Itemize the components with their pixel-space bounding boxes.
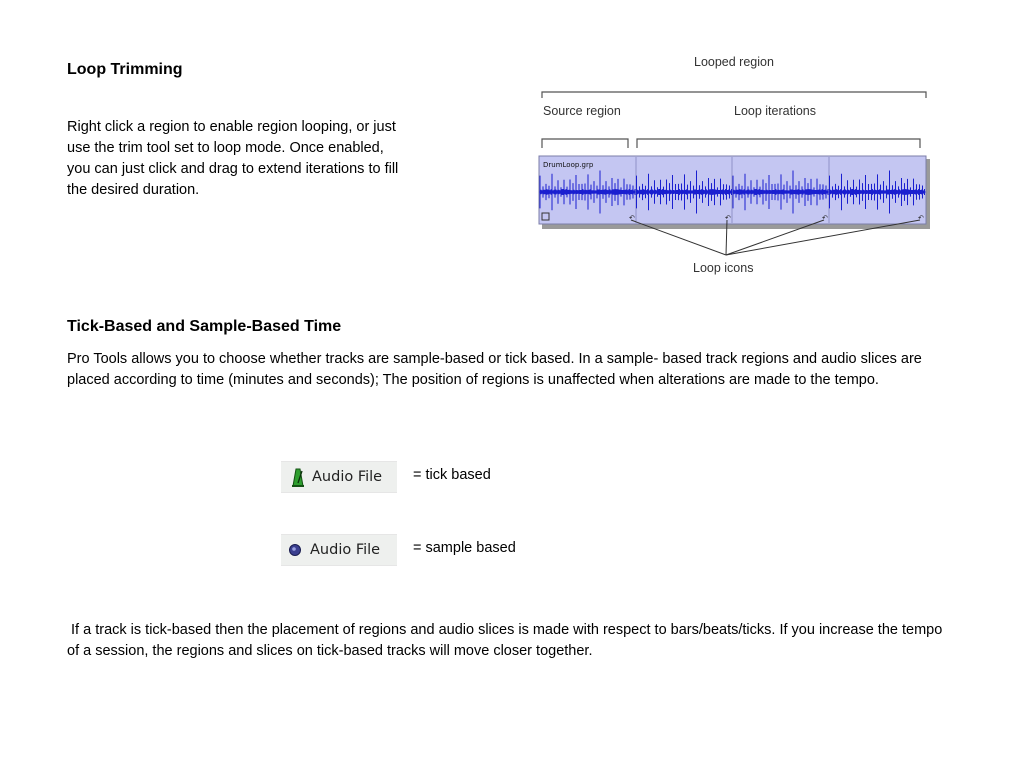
tick-track-label: Audio File	[312, 469, 383, 485]
tick-based-closing-paragraph: If a track is tick-based then the placement of regions and audio slices is made with respect to bars/beats/ticks. If you increase the tempo of a session, the regions and slices on tick-based tracks will move closer together.	[67, 622, 947, 659]
looped-region-label: Looped region	[694, 55, 774, 69]
metronome-icon	[289, 466, 307, 488]
tick-based-description: = tick based	[413, 467, 491, 483]
sample-based-track-example	[281, 534, 397, 566]
sample-based-description: = sample based	[413, 540, 516, 556]
clock-dot-icon	[288, 543, 302, 557]
loop-icon: ↶	[725, 214, 731, 222]
looped-region-bracket	[542, 92, 926, 98]
source-region-label: Source region	[543, 104, 621, 118]
tick-sample-paragraph: Pro Tools allows you to choose whether tracks are sample-based or tick based. In a sample- based track regions and audio slices are placed according to time (minutes and seconds); The position of regions is unaffected when alterations are made to the tempo.	[67, 351, 922, 388]
loop-iterations-bracket	[637, 139, 920, 148]
source-region-bracket	[542, 139, 628, 148]
loop-icons-label: Loop icons	[693, 261, 754, 275]
loop-trimming-heading: Loop Trimming	[67, 61, 183, 78]
tick-sample-heading: Tick-Based and Sample-Based Time	[67, 318, 342, 335]
loop-diagram	[530, 50, 940, 290]
loop-trimming-paragraph: Right click a region to enable region looping, or just use the trim tool set to loop mode. Once enabled, you can just click and drag to extend iterations to fill the desired duration.	[67, 119, 399, 198]
loop-icon: ↶	[822, 214, 828, 222]
loop-icon: ↶	[629, 214, 635, 222]
tick-based-track-example	[281, 461, 397, 493]
region-name: DrumLoop.grp	[543, 161, 594, 169]
loop-iterations-label: Loop iterations	[734, 104, 817, 118]
loop-icon: ↶	[918, 214, 924, 222]
sample-track-label: Audio File	[310, 542, 381, 558]
